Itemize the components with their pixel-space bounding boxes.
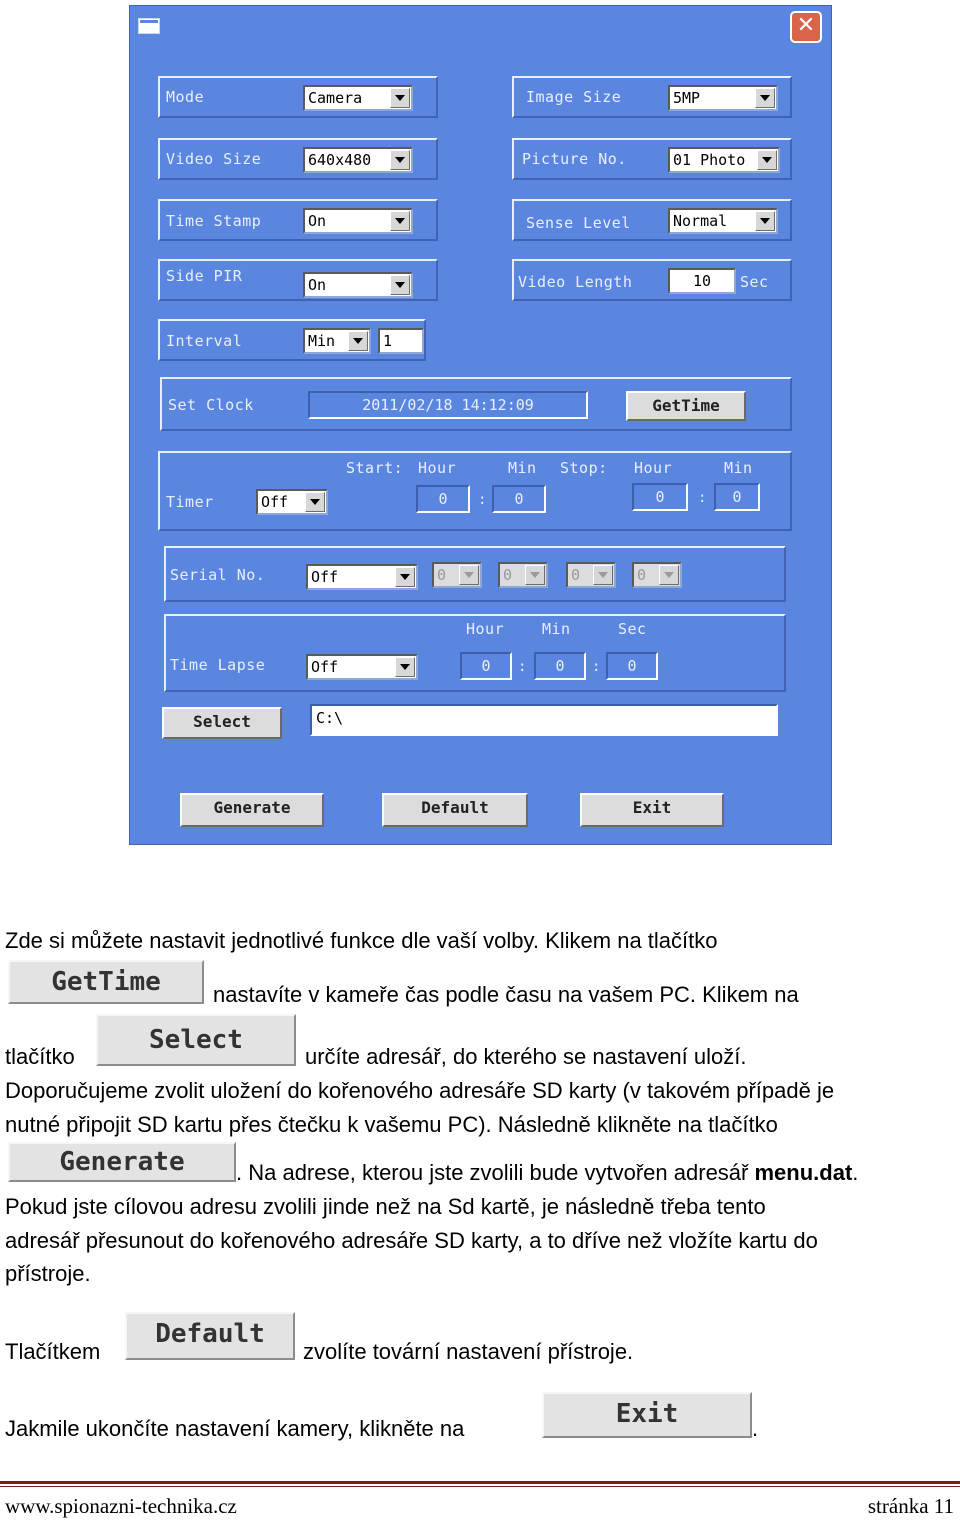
time-lapse-min-label: Min bbox=[542, 620, 571, 638]
chevron-down-icon[interactable] bbox=[755, 211, 775, 231]
video-size-select[interactable] bbox=[303, 147, 413, 173]
paragraph-line-5: nutné připojit SD kartu přes čtečku k vašemu PC). Následně klikněte na tlačítko bbox=[5, 1112, 778, 1137]
side-pir-group bbox=[158, 259, 438, 301]
interval-label: Interval bbox=[166, 332, 243, 350]
video-length-input[interactable] bbox=[668, 268, 736, 294]
chevron-down-icon[interactable] bbox=[390, 275, 410, 295]
chevron-down-icon bbox=[459, 565, 479, 585]
footer-page-number: stránka 11 bbox=[867, 1494, 954, 1518]
time-stamp-select[interactable] bbox=[303, 208, 413, 234]
chevron-down-icon[interactable] bbox=[390, 211, 410, 231]
serial-digit-1-value: 0 bbox=[437, 566, 447, 584]
inline-select-button: Select bbox=[96, 1014, 296, 1066]
time-lapse-separator-1: : bbox=[518, 659, 527, 675]
time-stamp-value: On bbox=[308, 212, 327, 230]
image-size-label: Image Size bbox=[526, 88, 622, 106]
inline-gettime-button: GetTime bbox=[8, 960, 204, 1004]
window-icon bbox=[138, 18, 160, 34]
sense-level-select[interactable] bbox=[668, 208, 778, 234]
serial-digit-2-value: 0 bbox=[503, 566, 513, 584]
picture-no-label: Picture No. bbox=[522, 150, 627, 168]
chevron-down-icon[interactable] bbox=[390, 88, 410, 108]
chevron-down-icon[interactable] bbox=[755, 88, 775, 108]
set-clock-group bbox=[160, 377, 792, 431]
timer-start-hour-input[interactable]: 0 bbox=[416, 485, 470, 513]
image-size-value: 5MP bbox=[673, 89, 701, 107]
time-lapse-sec-input[interactable]: 0 bbox=[606, 652, 658, 680]
timer-label: Timer bbox=[166, 493, 214, 511]
picture-no-select[interactable] bbox=[668, 147, 780, 173]
timer-start-min-input[interactable]: 0 bbox=[492, 485, 546, 513]
video-size-group bbox=[158, 138, 438, 180]
exit-paragraph-start: Jakmile ukončíte nastavení kamery, klikněte na bbox=[5, 1416, 465, 1441]
timer-stop-hour-input[interactable]: 0 bbox=[632, 483, 688, 511]
default-paragraph-end: zvolíte tovární nastavení přístroje. bbox=[303, 1339, 634, 1364]
time-lapse-hour-label: Hour bbox=[466, 620, 505, 638]
chevron-down-icon[interactable] bbox=[395, 657, 415, 677]
serial-no-label: Serial No. bbox=[170, 566, 266, 584]
mode-select[interactable] bbox=[303, 85, 413, 111]
chevron-down-icon[interactable] bbox=[395, 567, 415, 587]
footer-website: www.spionazni-technika.cz bbox=[5, 1494, 237, 1518]
serial-digit-1 bbox=[432, 562, 482, 588]
time-lapse-label: Time Lapse bbox=[170, 656, 266, 674]
timer-start-separator: : bbox=[478, 492, 487, 508]
sense-level-group bbox=[512, 199, 792, 241]
interval-value-input[interactable] bbox=[378, 328, 424, 354]
timer-stop-min-label: Min bbox=[724, 459, 753, 477]
set-clock-label: Set Clock bbox=[168, 396, 254, 414]
timer-stop-min-input[interactable]: 0 bbox=[714, 483, 760, 511]
time-stamp-group bbox=[158, 199, 438, 241]
time-lapse-select[interactable] bbox=[306, 654, 418, 680]
serial-no-select[interactable] bbox=[306, 564, 418, 590]
generate-button[interactable]: Generate bbox=[180, 793, 324, 827]
interval-group bbox=[158, 319, 426, 361]
image-size-group bbox=[512, 76, 792, 118]
interval-unit-select[interactable] bbox=[303, 328, 371, 354]
serial-no-value: Off bbox=[311, 568, 339, 586]
menu-dat-filename: menu.dat bbox=[754, 1160, 853, 1185]
timer-group bbox=[158, 451, 792, 531]
time-lapse-sec-label: Sec bbox=[618, 620, 647, 638]
picture-no-value: 01 Photo bbox=[673, 151, 746, 169]
timer-select[interactable] bbox=[256, 489, 328, 515]
timer-stop-hour-label: Hour bbox=[634, 459, 673, 477]
gettime-button[interactable]: GetTime bbox=[626, 391, 746, 421]
picture-no-group bbox=[512, 138, 792, 180]
serial-digit-3-value: 0 bbox=[571, 566, 581, 584]
default-paragraph-start: Tlačítkem bbox=[5, 1339, 101, 1364]
paragraph-line-1: Zde si můžete nastavit jednotlivé funkce dle vaší volby. Klikem na tlačítko bbox=[5, 928, 718, 953]
inline-exit-button: Exit bbox=[542, 1392, 752, 1438]
time-lapse-group bbox=[164, 614, 786, 692]
video-length-label: Video Length bbox=[518, 273, 633, 291]
select-button[interactable]: Select bbox=[162, 707, 282, 739]
paragraph-line-6 bbox=[236, 1156, 858, 1189]
time-stamp-label: Time Stamp bbox=[166, 212, 262, 230]
mode-group bbox=[158, 76, 438, 118]
camera-settings-dialog bbox=[129, 5, 832, 845]
mode-value: Camera bbox=[308, 89, 363, 107]
default-button[interactable]: Default bbox=[382, 793, 528, 827]
inline-generate-button: Generate bbox=[8, 1142, 236, 1182]
chevron-down-icon bbox=[525, 565, 545, 585]
timer-start-hour-label: Hour bbox=[418, 459, 457, 477]
video-size-label: Video Size bbox=[166, 150, 262, 168]
chevron-down-icon bbox=[593, 565, 613, 585]
paragraph-line-6-end: . bbox=[852, 1160, 859, 1185]
inline-default-button: Default bbox=[125, 1312, 295, 1360]
time-lapse-separator-2: : bbox=[592, 659, 601, 675]
video-length-unit: Sec bbox=[740, 273, 769, 291]
paragraph-line-9: přístroje. bbox=[5, 1261, 91, 1286]
paragraph-line-7: Pokud jste cílovou adresu zvolili jinde než na Sd kartě, je následně třeba tento bbox=[5, 1194, 766, 1219]
exit-paragraph-end: . bbox=[752, 1416, 759, 1441]
paragraph-line-6-start: . Na adrese, kterou jste zvolili bude vytvořen adresář bbox=[236, 1160, 755, 1185]
chevron-down-icon[interactable] bbox=[305, 492, 325, 512]
paragraph-line-3-end: určíte adresář, do kterého se nastavení uloží. bbox=[305, 1044, 747, 1069]
exit-button[interactable]: Exit bbox=[580, 793, 724, 827]
serial-digit-2 bbox=[498, 562, 548, 588]
serial-digit-4-value: 0 bbox=[637, 566, 647, 584]
sense-level-label: Sense Level bbox=[526, 214, 631, 232]
chevron-down-icon bbox=[659, 565, 679, 585]
paragraph-line-4: Doporučujeme zvolit uložení do kořenového adresáře SD karty (v takovém případě je bbox=[5, 1078, 835, 1103]
close-icon[interactable]: ✕ bbox=[790, 11, 822, 43]
timer-start-label: Start: bbox=[346, 459, 404, 477]
footer-rule-thin bbox=[0, 1486, 960, 1487]
serial-digit-3 bbox=[566, 562, 616, 588]
sense-level-value: Normal bbox=[673, 212, 728, 230]
video-length-value: 10 bbox=[692, 272, 712, 290]
mode-label: Mode bbox=[166, 88, 205, 106]
timer-start-min-label: Min bbox=[508, 459, 537, 477]
chevron-down-icon[interactable] bbox=[757, 150, 777, 170]
paragraph-line-2: nastavíte v kameře čas podle času na vašem PC. Klikem na bbox=[213, 982, 799, 1007]
time-lapse-value: Off bbox=[311, 658, 339, 676]
timer-stop-separator: : bbox=[698, 490, 707, 506]
timer-stop-label: Stop: bbox=[560, 459, 608, 477]
side-pir-select[interactable] bbox=[303, 272, 413, 298]
time-lapse-hour-input[interactable]: 0 bbox=[460, 652, 512, 680]
chevron-down-icon[interactable] bbox=[348, 331, 368, 351]
time-lapse-min-input[interactable]: 0 bbox=[534, 652, 586, 680]
side-pir-value: On bbox=[308, 276, 327, 294]
interval-value: 1 bbox=[383, 332, 393, 350]
serial-no-group bbox=[164, 546, 786, 602]
path-input[interactable]: C:\ bbox=[310, 704, 778, 736]
paragraph-line-8: adresář přesunout do kořenového adresáře SD karty, a to dříve než vložíte kartu do bbox=[5, 1228, 818, 1253]
paragraph-line-3-start: tlačítko bbox=[5, 1044, 75, 1069]
clock-display: 2011/02/18 14:12:09 bbox=[308, 391, 588, 419]
video-length-group bbox=[512, 259, 792, 301]
interval-unit-value: Min bbox=[308, 332, 336, 350]
video-size-value: 640x480 bbox=[308, 151, 372, 169]
serial-digit-4 bbox=[632, 562, 682, 588]
chevron-down-icon[interactable] bbox=[390, 150, 410, 170]
side-pir-label: Side PIR bbox=[166, 267, 243, 285]
image-size-select[interactable] bbox=[668, 85, 778, 111]
timer-value: Off bbox=[261, 493, 289, 511]
footer-rule bbox=[0, 1481, 960, 1484]
